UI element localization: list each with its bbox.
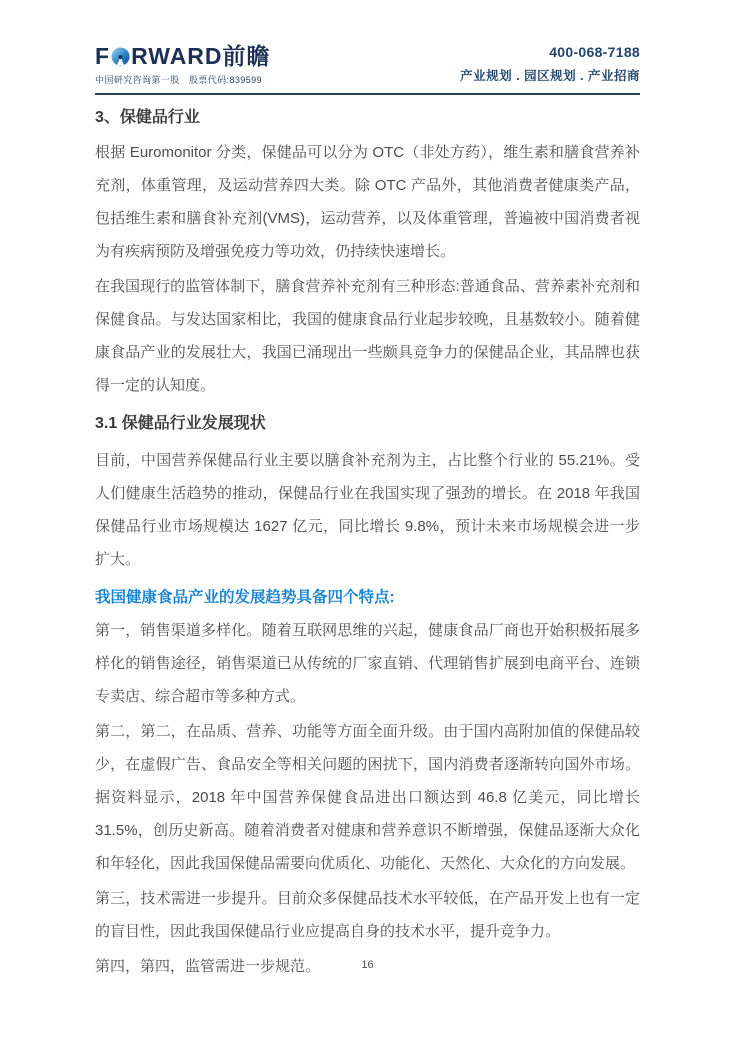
logo-text-cn: 前瞻 bbox=[222, 43, 271, 69]
paragraph-2: 在我国现行的监管体制下，膳食营养补充剂有三种形态:普通食品、营养素补充剂和保健食品。与发达国家相比，我国的健康食品行业起步较晚，且基数较小。随着健康食品产业的发展壮大，我国已涌现出一些颇具竞争力的保健品企业，其品牌也获得一定的认知度。 bbox=[95, 278, 640, 394]
header-divider bbox=[95, 93, 640, 95]
paragraph-7: 第四，第四，监管需进一步规范。 bbox=[95, 958, 321, 975]
section-heading: 3、保健品行业 bbox=[95, 109, 200, 126]
logo-text-f: F bbox=[95, 43, 111, 69]
paragraph-4: 第一，销售渠道多样化。随着互联网思维的兴起，健康食品厂商也开始积极拓展多样化的销售途径，销售渠道已从传统的厂家直销、代理销售扩展到电商平台、连锁专卖店、综合超市等多种方式。 bbox=[95, 622, 640, 705]
subsection-heading: 3.1 保健品行业发展现状 bbox=[95, 415, 266, 432]
page-number: 16 bbox=[361, 959, 374, 971]
forward-logo bbox=[95, 44, 271, 68]
document-body bbox=[95, 96, 640, 983]
phone-number: 400-068-7188 bbox=[549, 44, 640, 60]
paragraph-3: 目前，中国营养保健品行业主要以膳食补充剂为主，占比整个行业的 55.21%。受人们健康生活趋势的推动，保健品行业在我国实现了强劲的增长。在 2018 年我国保健品行业市场规模达 1627 亿元，同比增长 9.8%，预计未来市场规模会进一步扩大。 bbox=[95, 452, 640, 568]
paragraph-6: 第三，技术需进一步提升。目前众多保健品技术水平较低，在产品开发上也有一定的盲目性，因此我国保健品行业应提高自身的技术水平，提升竞争力。 bbox=[95, 890, 640, 940]
highlight-heading: 我国健康食品产业的发展趋势具备四个特点: bbox=[95, 589, 395, 606]
paragraph-1: 根据 Euromonitor 分类，保健品可以分为 OTC（非处方药），维生素和膳食营养补充剂，体重管理，及运动营养四大类。除 OTC 产品外，其他消费者健康类产品，包括维生素和膳食补充剂(VMS)，运动营养，以及体重管理，普遍被中国消费者视为有疾病预防及增强免疫力等功效，仍持续快速增长。 bbox=[95, 144, 640, 260]
logo-block bbox=[95, 44, 271, 86]
logo-globe-o-icon bbox=[111, 47, 130, 66]
paragraph-5: 第二，第二，在品质、营养、功能等方面全面升级。由于国内高附加值的保健品较少，在虚假广告、食品安全等相关问题的困扰下，国内消费者逐渐转向国外市场。据资料显示，2018 年中国营养保健食品进出口额达到 46.8 亿美元，同比增长 31.5%，创历史新高。随着消费者对健康和营养意识不断增强，保健品逐渐大众化和年轻化，因此我国保健品需要向优质化、功能化、天然化、大众化的方向发展。 bbox=[95, 723, 640, 872]
logo-text-rward: RWARD bbox=[131, 43, 223, 69]
logo-subtitle: 中国研究咨询第一股 股票代码:839599 bbox=[95, 75, 262, 85]
page-header bbox=[95, 44, 640, 95]
header-contact-block bbox=[460, 44, 640, 84]
services-tagline: 产业规划 . 园区规划 . 产业招商 bbox=[460, 69, 640, 83]
